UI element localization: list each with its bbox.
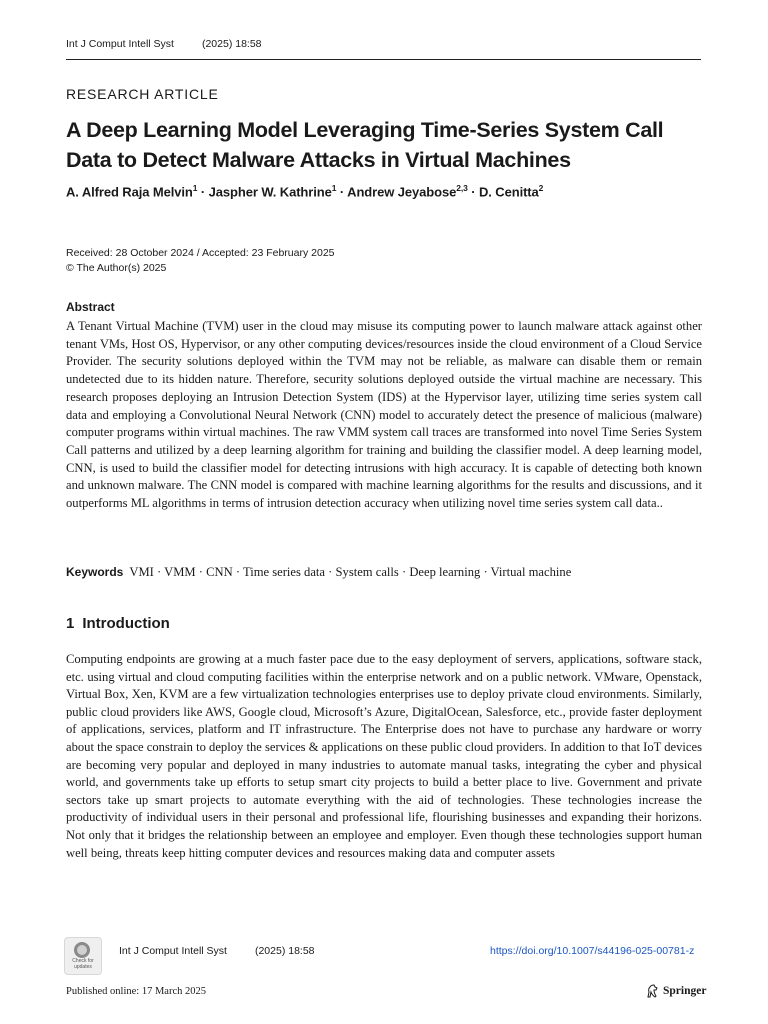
copyright-notice: © The Author(s) 2025	[66, 262, 167, 274]
received-accepted-dates: Received: 28 October 2024 / Accepted: 23 February 2025	[66, 247, 335, 259]
article-title: A Deep Learning Model Leveraging Time-Series System Call Data to Detect Malware Attacks in Virtual Machines	[66, 118, 664, 172]
author-name[interactable]: Jaspher W. Kathrine	[208, 184, 332, 200]
article-type: RESEARCH ARTICLE	[66, 86, 219, 102]
keywords	[66, 565, 571, 580]
header-rule	[66, 59, 701, 60]
keywords-label: Keywords	[66, 565, 124, 579]
author-name[interactable]: A. Alfred Raja Melvin	[66, 184, 193, 200]
author-name[interactable]: Andrew Jeyabose	[347, 184, 457, 200]
section-heading-introduction	[66, 615, 170, 632]
publisher-logo[interactable]	[645, 984, 706, 998]
abstract-heading: Abstract	[66, 300, 115, 314]
article-dates	[66, 246, 335, 276]
author-affiliation[interactable]: 2,3	[456, 183, 468, 193]
published-date: Published online: 17 March 2025	[66, 986, 206, 997]
section-number: 1	[66, 615, 75, 632]
running-head	[66, 38, 262, 50]
crossmark-icon	[74, 942, 90, 958]
footer-citation	[119, 945, 315, 957]
author-affiliation[interactable]: 1	[331, 183, 337, 193]
keywords-list: VMI · VMM · CNN · Time series data · System calls · Deep learning · Virtual machine	[129, 565, 572, 579]
introduction-text: Computing endpoints are growing at a much faster pace due to the easy deployment of servers, applications, software stack, etc. using virtual and cloud computing facilities within the enterprise network and on a public network. VMware, Openstack, Virtual Box, Xen, KVM are a few virtualization technologies enterprises use to deploy private cloud environments. Similarly, public cloud providers like AWS, Google cloud, Microsoft’s Azure, DigitalOcean, Salesforce, etc., provide faster deployment of applications, services, platform and IT infrastructure. The Enterprise does not have to purchase any hardware or worry about the space constrain to deploy the services & applications on these public cloud providers. In addition to that IoT devices are becoming very popular and deployed in many industries to automate manual tasks, integrating the cyber and physical world, and governments take up efforts to setup smart city projects to build a better place to live. Government and private sectors take up smart projects to automate everything with the aid of technologies. These technologies increase the productivity of individual users in their personal and professional life, flourishing businesses and expanding their horizons. Not only that it bridges the relationship between an employee and employer. Even though these technologies support human well being, threats keep hitting computer devices and resources making data and computer assets	[66, 652, 702, 860]
author-separator: ·	[336, 184, 348, 200]
running-head-year: (2025) 18:58	[201, 38, 262, 50]
author-affiliation[interactable]: 2	[538, 183, 544, 193]
author-list	[66, 183, 543, 199]
abstract-text: A Tenant Virtual Machine (TVM) user in the cloud may misuse its computing power to launch malware attack against other tenant VMs, Host OS, Hypervisor, or any other computing devices/resources inside the cloud environment of a Cloud Service Provider. The security solutions deployed within the TVM may not be reliable, as malware can disable them or remain undetected due to its hidden nature. Therefore, security solutions deployed outside the virtual machine are necessary. This research proposes deploying an Intrusion Detection System (IDS) at the Hypervisor layer, utilizing time series system call data and employing a Convolutional Neural Network (CNN) model to accurately detect the presence of malicious (malware) computer programs within virtual machines. The raw VMM system call traces are transformed into novel Time Series System Call patterns and utilized by a deep learning algorithm for training and building the classifier model. A deep learning model, CNN, is used to build the classifier model for detecting intrusions with high accuracy. It is capable of detecting both known and unknown malware. The CNN model is compared with machine learning algorithms for the results and discussions, and it outperforms ML algorithms in terms of intrusion detection accuracy when utilizing novel time series system call data..	[66, 319, 702, 511]
check-for-updates-badge[interactable]	[64, 937, 102, 975]
author-separator: ·	[197, 184, 209, 200]
author-name[interactable]: D. Cenitta	[479, 184, 539, 200]
author-separator: ·	[467, 184, 479, 200]
springer-horse-icon	[645, 984, 659, 998]
crossmark-label: Check for updates	[72, 958, 94, 970]
author-affiliation[interactable]: 1	[192, 183, 198, 193]
publisher-name: Springer	[663, 985, 707, 997]
footer-year: (2025) 18:58	[254, 945, 315, 957]
footer-journal: Int J Comput Intell Syst	[119, 945, 227, 957]
doi-link[interactable]: https://doi.org/10.1007/s44196-025-00781-z	[490, 945, 695, 957]
section-title: Introduction	[82, 615, 170, 632]
running-head-journal: Int J Comput Intell Syst	[66, 38, 174, 50]
